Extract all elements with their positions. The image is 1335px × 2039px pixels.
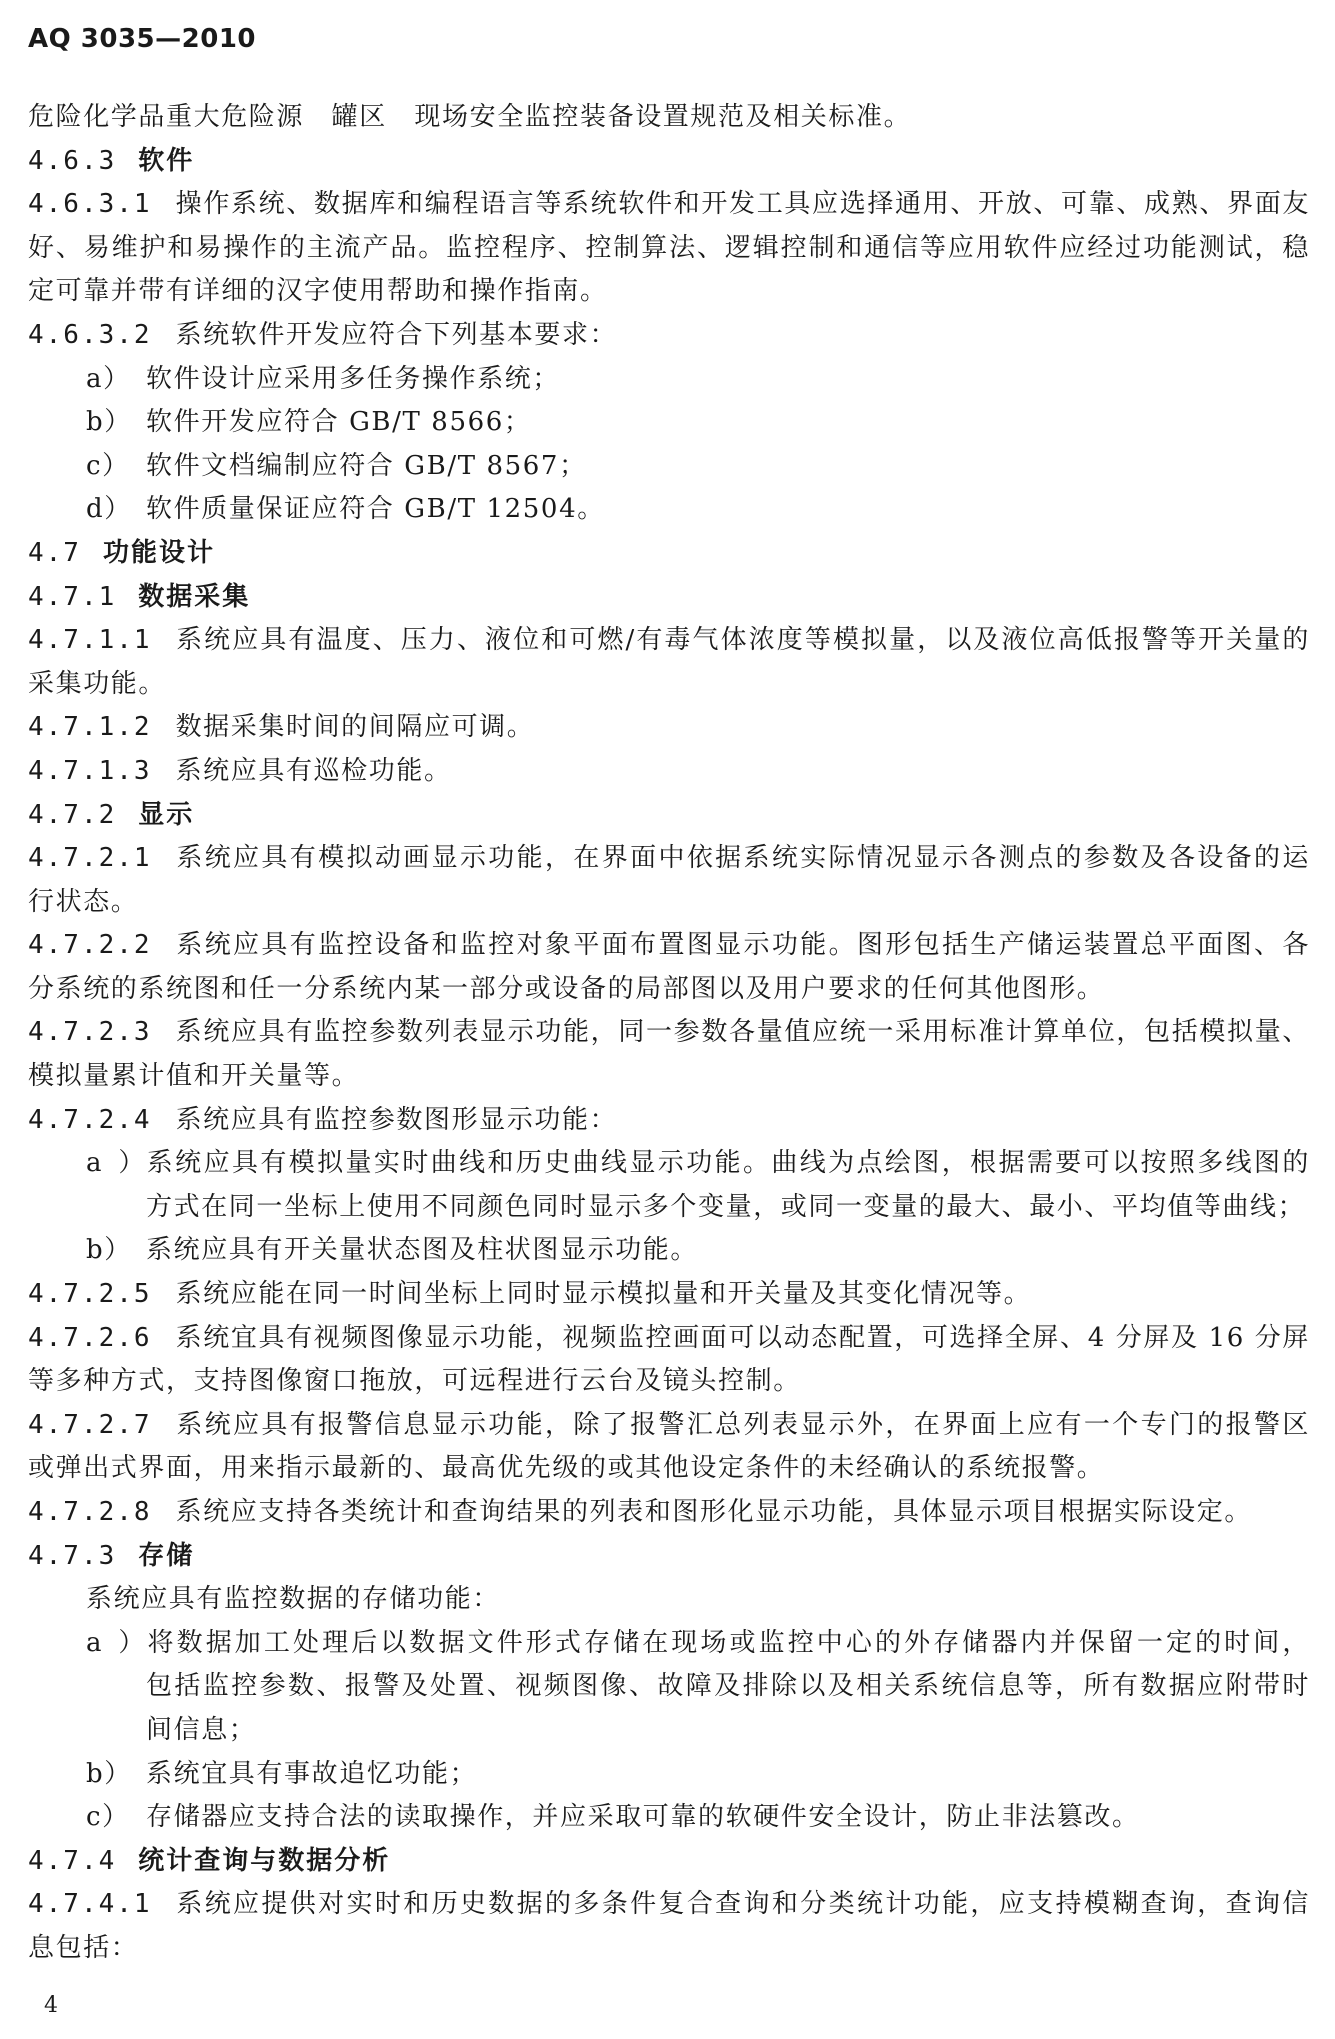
section-heading-4-6-3 xyxy=(28,140,1310,184)
clause-4-7-2-2 xyxy=(28,924,1310,968)
clause-number: 4.7.2.6 xyxy=(28,1322,152,1353)
clause-text: 系统应支持各类统计和查询结果的列表和图形化显示功能，具体显示项目根据实际设定。 xyxy=(175,1497,1252,1527)
paragraph-line: 系统应具有监控数据的存储功能： xyxy=(86,1584,501,1615)
list-label: a） xyxy=(86,363,131,394)
list-text: 软件设计应采用多任务操作系统； xyxy=(146,363,561,394)
paragraph-line: 行状态。 xyxy=(28,886,139,917)
paragraph-line: 危险化学品重大危险源 罐区 现场安全监控装备设置规范及相关标准。 xyxy=(28,102,912,132)
list-label: b） xyxy=(86,407,132,438)
clause-text: 系统应具有监控设备和监控对象平面布置图显示功能。图形包括生产储运装置总平面图、各 xyxy=(175,930,1310,961)
clause-4-7-2-4 xyxy=(28,1099,1310,1143)
list-item xyxy=(28,445,1310,489)
section-heading-4-7-4 xyxy=(28,1840,1310,1884)
clause-4-7-2-7 xyxy=(28,1404,1310,1448)
section-number: 4.7.2 xyxy=(28,799,117,830)
clause-4-7-4-1 xyxy=(28,1883,1310,1927)
clause-text: 系统应具有报警信息显示功能，除了报警汇总列表显示外，在界面上应有一个专门的报警区 xyxy=(175,1409,1310,1440)
clause-text: 系统宜具有视频图像显示功能，视频监控画面可以动态配置，可选择全屏、4 分屏及 16 分屏 xyxy=(175,1322,1310,1353)
list-item xyxy=(28,1142,1310,1186)
clause-number: 4.7.2.7 xyxy=(28,1409,152,1440)
paragraph-line: 或弹出式界面，用来指示最新的、最高优先级的或其他设定条件的未经确认的系统报警。 xyxy=(28,1453,1105,1484)
page-number: 4 xyxy=(44,1993,58,2018)
section-number: 4.7 xyxy=(28,537,81,568)
list-item xyxy=(28,1229,1310,1273)
list-item xyxy=(28,488,1310,532)
clause-4-7-1-3 xyxy=(28,750,1310,794)
section-number: 4.7.3 xyxy=(28,1540,117,1571)
section-title: 功能设计 xyxy=(102,537,215,568)
clause-number: 4.7.2.1 xyxy=(28,843,152,874)
paragraph-line: 息包括： xyxy=(28,1932,139,1963)
paragraph-line: 好、易维护和易操作的主流产品。监控程序、控制算法、逻辑控制和通信等应用软件应经过功能测试，稳 xyxy=(28,232,1310,263)
clause-4-7-1-2 xyxy=(28,706,1310,750)
paragraph-line: 分系统的系统图和任一分系统内某一部分或设备的局部图以及用户要求的任何其他图形。 xyxy=(28,973,1105,1004)
clause-4-6-3-1 xyxy=(28,183,1310,227)
section-number: 4.6.3 xyxy=(28,145,117,176)
section-heading-4-7-1 xyxy=(28,576,1310,620)
section-title: 统计查询与数据分析 xyxy=(138,1845,391,1876)
list-text: 系统应具有开关量状态图及柱状图显示功能。 xyxy=(146,1235,699,1266)
clause-number: 4.7.2.5 xyxy=(28,1279,152,1310)
list-label: b） xyxy=(86,1235,132,1266)
clause-text: 系统应能在同一时间坐标上同时显示模拟量和开关量及其变化情况等。 xyxy=(175,1279,1032,1310)
section-heading-4-7 xyxy=(28,532,1310,576)
section-heading-4-7-3 xyxy=(28,1535,1310,1579)
clause-number: 4.7.2.3 xyxy=(28,1017,152,1048)
list-label: a） xyxy=(86,1627,146,1658)
list-text: 系统宜具有事故追忆功能； xyxy=(146,1758,478,1789)
clause-text: 操作系统、数据库和编程语言等系统软件和开发工具应选择通用、开放、可靠、成熟、界面友 xyxy=(175,189,1310,220)
clause-number: 4.7.2.8 xyxy=(28,1497,152,1527)
list-text: 将数据加工处理后以数据文件形式存储在现场或监控中心的外存储器内并保留一定的时间， xyxy=(146,1627,1310,1658)
clause-number: 4.7.4.1 xyxy=(28,1889,152,1920)
list-label: d） xyxy=(86,494,132,525)
clause-text: 系统软件开发应符合下列基本要求： xyxy=(175,319,618,350)
section-title: 软件 xyxy=(138,145,195,176)
clause-4-6-3-2 xyxy=(28,314,1310,358)
clause-text: 系统应提供对实时和历史数据的多条件复合查询和分类统计功能，应支持模糊查询，查询信 xyxy=(175,1889,1310,1920)
standard-code-header: AQ 3035—2010 xyxy=(28,24,257,54)
section-number: 4.7.4 xyxy=(28,1845,117,1876)
clause-4-7-2-8 xyxy=(28,1491,1310,1535)
section-title: 存储 xyxy=(138,1540,195,1571)
list-text: 软件质量保证应符合 GB/T 12504。 xyxy=(146,494,605,525)
list-text: 软件开发应符合 GB/T 8566； xyxy=(146,407,532,438)
list-text: 软件文档编制应符合 GB/T 8567； xyxy=(146,450,587,481)
clause-4-7-2-5 xyxy=(28,1273,1310,1317)
clause-text: 系统应具有监控参数列表显示功能，同一参数各量值应统一采用标准计算单位，包括模拟量、 xyxy=(175,1017,1310,1048)
clause-number: 4.7.1.2 xyxy=(28,712,152,743)
list-item xyxy=(28,401,1310,445)
list-label: c） xyxy=(86,1802,130,1833)
list-label: a） xyxy=(86,1148,146,1179)
list-label: b） xyxy=(86,1758,132,1789)
clause-text: 数据采集时间的间隔应可调。 xyxy=(175,712,535,743)
list-item-continuation: 间信息； xyxy=(146,1714,257,1745)
clause-number: 4.7.2.4 xyxy=(28,1104,152,1135)
list-item-continuation: 包括监控参数、报警及处置、视频图像、故障及排除以及相关系统信息等，所有数据应附带时 xyxy=(146,1671,1310,1702)
section-number: 4.7.1 xyxy=(28,581,117,612)
paragraph-line: 等多种方式，支持图像窗口拖放，可远程进行云台及镜头控制。 xyxy=(28,1366,801,1397)
section-title: 显示 xyxy=(138,799,195,830)
section-heading-4-7-2 xyxy=(28,794,1310,838)
clause-text: 系统应具有温度、压力、液位和可燃/有毒气体浓度等模拟量，以及液位高低报警等开关量的 xyxy=(175,625,1310,656)
list-item xyxy=(28,358,1310,402)
list-item xyxy=(28,1796,1310,1840)
paragraph-line: 采集功能。 xyxy=(28,668,167,699)
list-label: c） xyxy=(86,450,130,481)
list-text: 存储器应支持合法的读取操作，并应采取可靠的软硬件安全设计，防止非法篡改。 xyxy=(146,1802,1140,1833)
clause-4-7-2-1 xyxy=(28,837,1310,881)
section-title: 数据采集 xyxy=(138,581,251,612)
list-text: 系统应具有模拟量实时曲线和历史曲线显示功能。曲线为点绘图，根据需要可以按照多线图的 xyxy=(146,1148,1310,1179)
clause-4-7-1-1 xyxy=(28,619,1310,663)
clause-4-7-2-3 xyxy=(28,1011,1310,1055)
list-item xyxy=(28,1622,1310,1666)
clause-text: 系统应具有监控参数图形显示功能： xyxy=(175,1104,618,1135)
clause-number: 4.7.1.1 xyxy=(28,625,152,656)
clause-4-7-2-6 xyxy=(28,1317,1310,1361)
document-body xyxy=(28,96,1310,1971)
clause-number: 4.6.3.2 xyxy=(28,319,152,350)
list-item-continuation: 方式在同一坐标上使用不同颜色同时显示多个变量，或同一变量的最大、最小、平均值等曲线； xyxy=(146,1191,1306,1222)
clause-number: 4.6.3.1 xyxy=(28,189,152,220)
clause-number: 4.7.1.3 xyxy=(28,755,152,786)
clause-number: 4.7.2.2 xyxy=(28,930,152,961)
clause-text: 系统应具有模拟动画显示功能，在界面中依据系统实际情况显示各测点的参数及各设备的运 xyxy=(175,843,1310,874)
clause-text: 系统应具有巡检功能。 xyxy=(175,755,452,786)
paragraph-line: 定可靠并带有详细的汉字使用帮助和操作指南。 xyxy=(28,276,608,307)
list-item xyxy=(28,1753,1310,1797)
paragraph-line: 模拟量累计值和开关量等。 xyxy=(28,1061,360,1092)
